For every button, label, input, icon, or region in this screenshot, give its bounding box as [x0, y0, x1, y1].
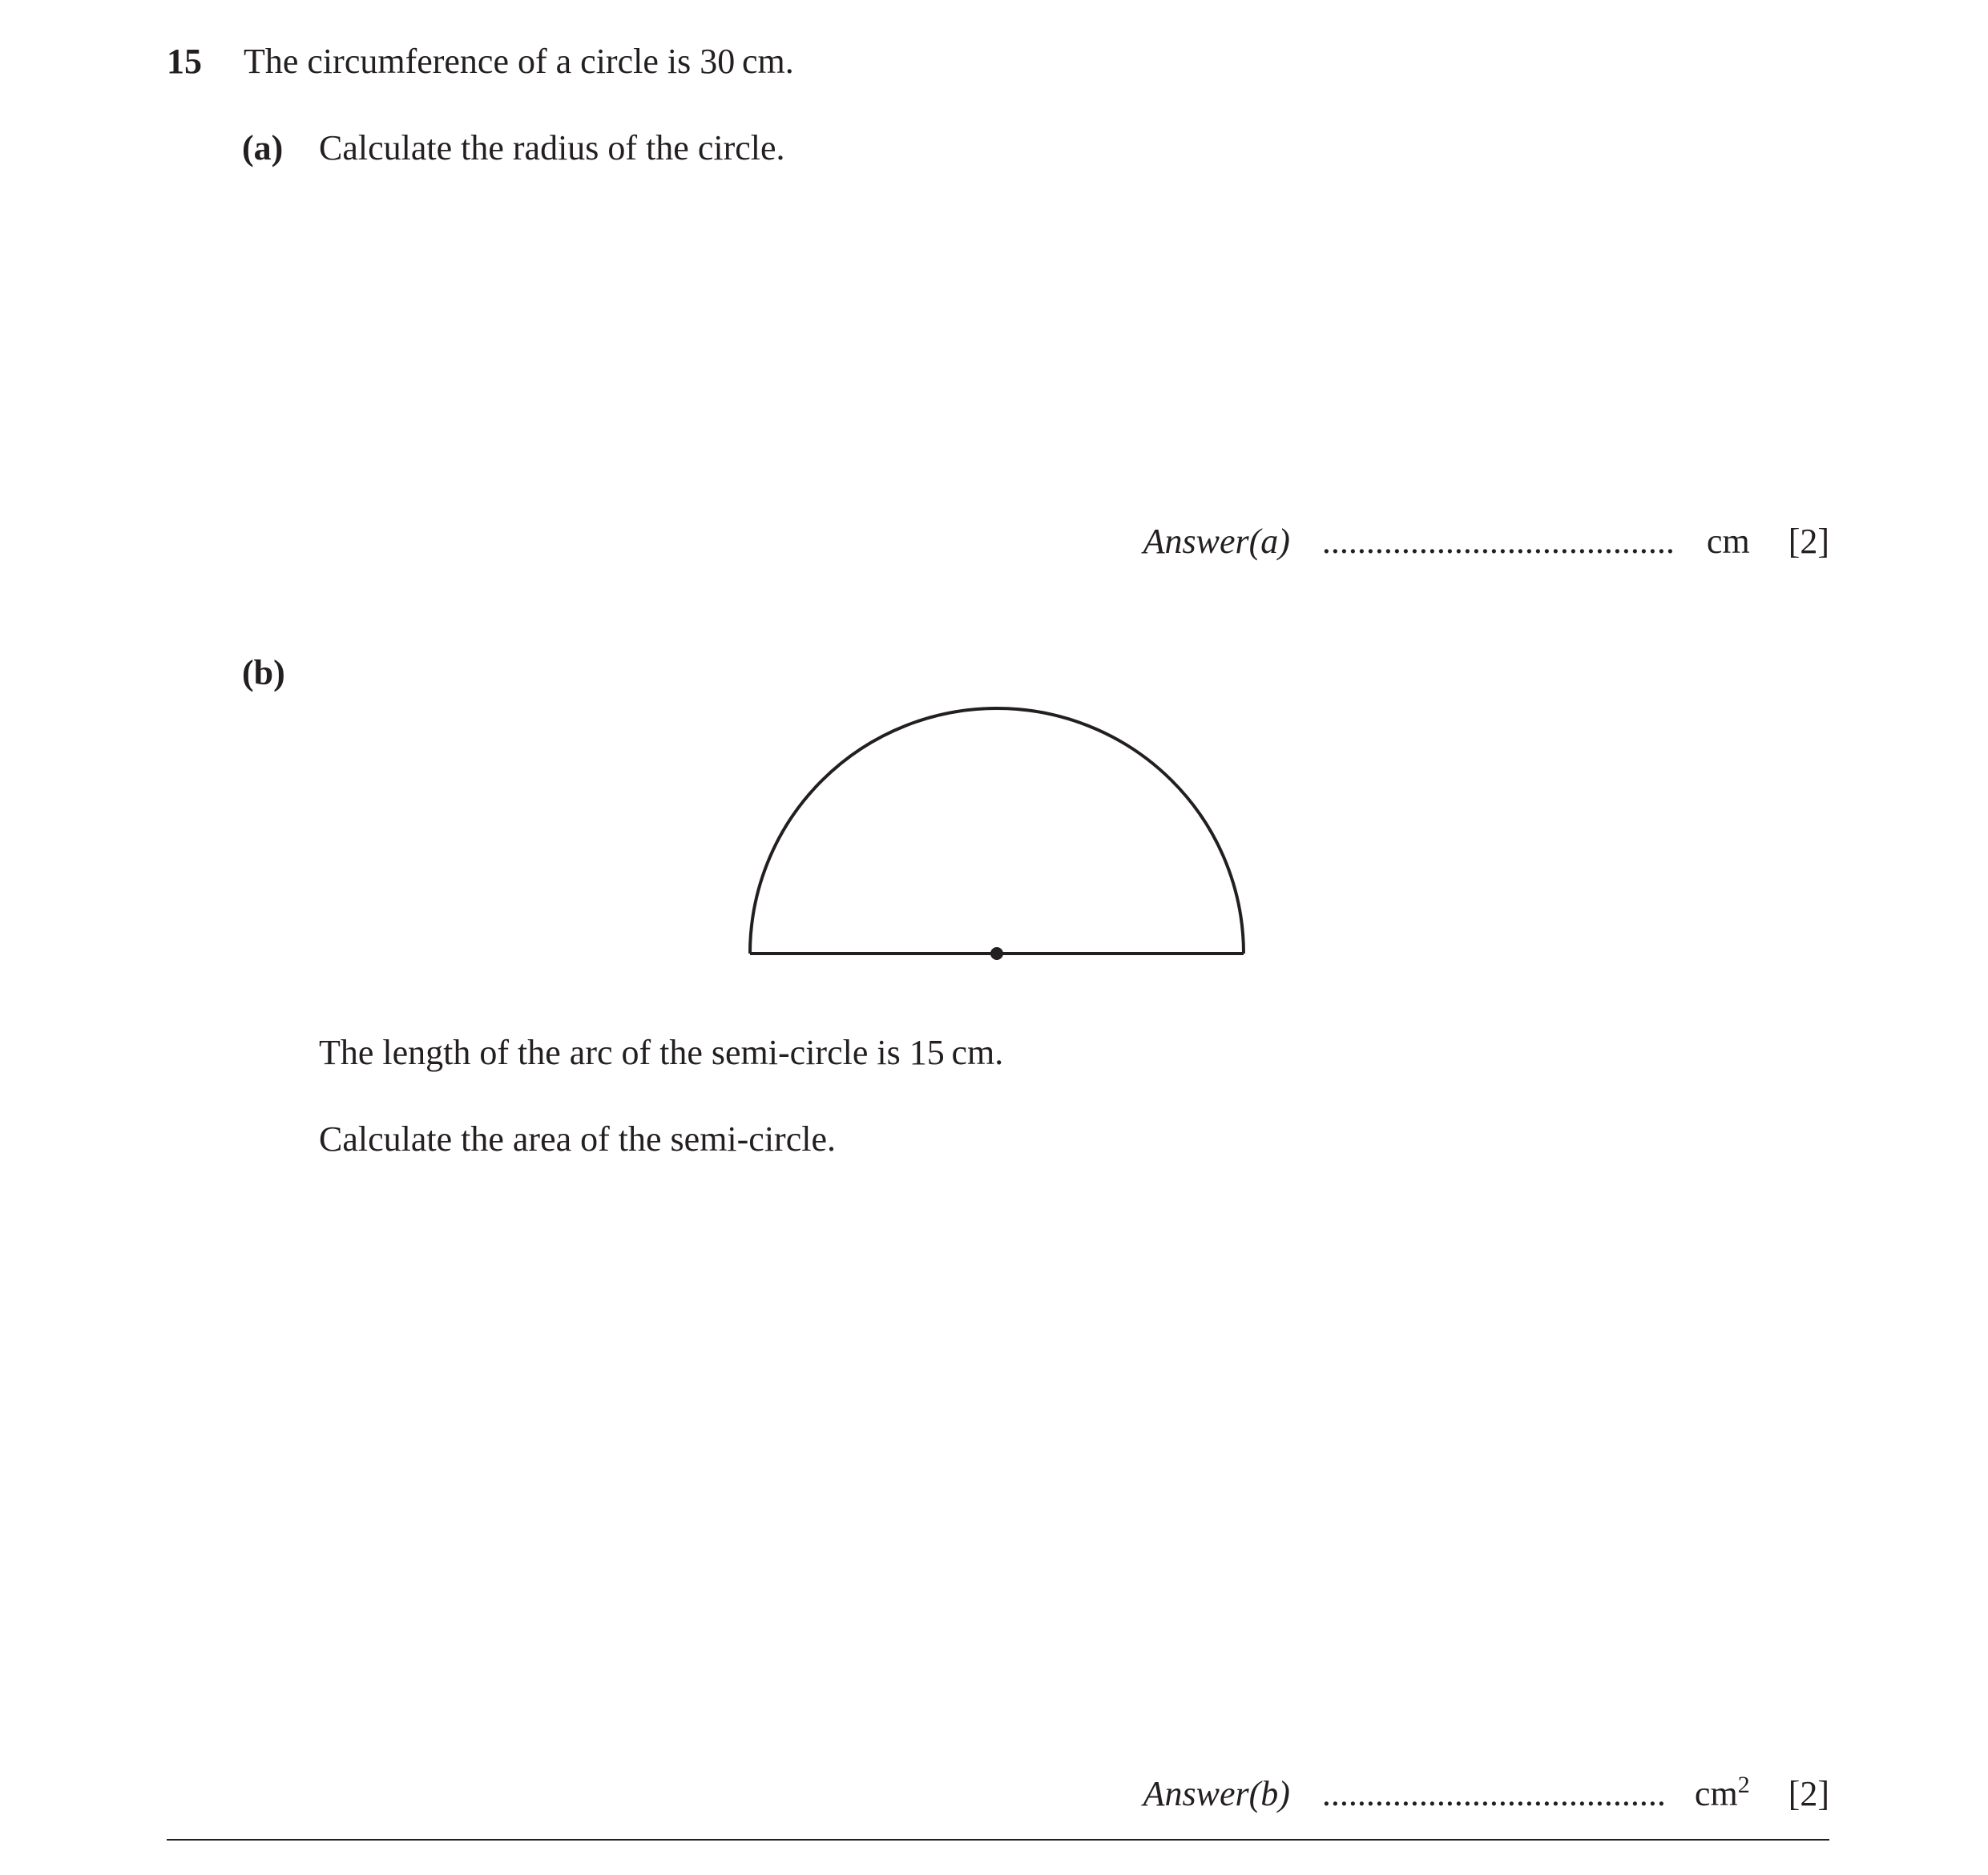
answer-a-marks: [2]	[1788, 522, 1829, 561]
answer-b-unit-base: cm	[1694, 1774, 1738, 1813]
answer-b-unit	[1694, 1772, 1750, 1813]
answer-a-field[interactable]: ........................................	[1321, 522, 1675, 561]
semicircle-centre-point	[990, 947, 1003, 960]
answer-a-unit: cm	[1706, 522, 1750, 561]
question-number: 15	[167, 42, 202, 81]
answer-b-unit-power: 2	[1737, 1772, 1750, 1798]
part-a-prompt: Calculate the radius of the circle.	[319, 128, 785, 167]
answer-b-line	[1143, 1772, 1829, 1813]
part-b-prompt: Calculate the area of the semi-circle.	[319, 1119, 836, 1159]
semicircle-arc	[750, 708, 1244, 954]
answer-b-label: Answer(b)	[1143, 1774, 1290, 1813]
page-bottom-rule	[167, 1839, 1829, 1841]
part-a-label: (a)	[242, 128, 284, 167]
part-b-label: (b)	[242, 653, 285, 692]
part-b-statement: The length of the arc of the semi-circle is 15 cm.	[319, 1033, 1004, 1072]
answer-a-label: Answer(a)	[1143, 522, 1290, 561]
question-stem: The circumference of a circle is 30 cm.	[244, 42, 794, 81]
answer-b-marks: [2]	[1788, 1774, 1829, 1813]
answer-b-field[interactable]: .......................................	[1321, 1774, 1666, 1813]
